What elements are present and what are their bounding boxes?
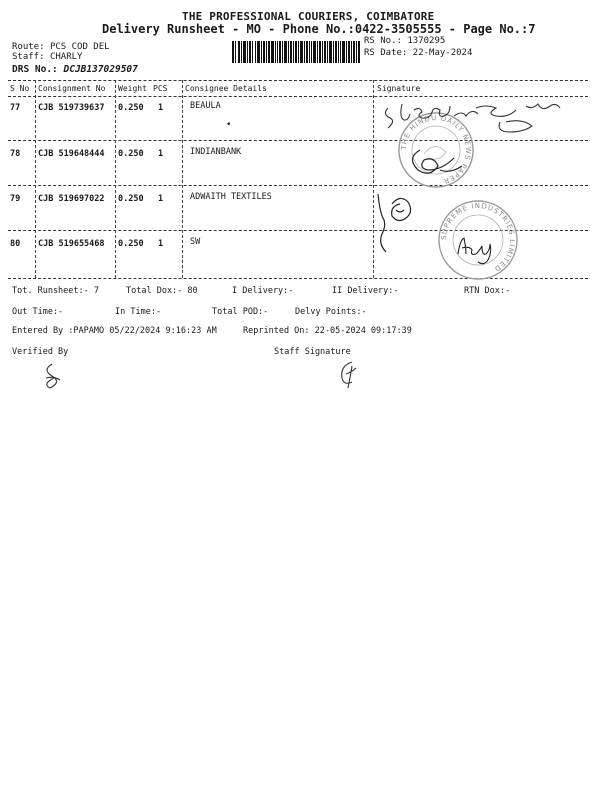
company-title: THE PROFESSIONAL COURIERS, COIMBATORE (182, 10, 435, 23)
barcode-image (232, 41, 360, 63)
table-top-rule (8, 80, 588, 81)
rtn-dox: RTN Dox:- (464, 286, 511, 296)
tot-runsheet: Tot. Runsheet:- 7 (12, 286, 99, 296)
row-consignment-no: CJB 519648444 (38, 149, 105, 159)
reprinted-on: Reprinted On: 22-05-2024 09:17:39 (243, 326, 412, 336)
signature-row-78 (396, 142, 476, 182)
rs-no-line (364, 36, 445, 46)
drs-label: DRS No.: (12, 64, 58, 75)
column-header-pcs: PCS (153, 84, 168, 93)
row-weight: 0.250 (118, 103, 144, 113)
row-sno: 77 (10, 103, 21, 113)
in-time: In Time:- (115, 307, 162, 317)
route-label: Route: (12, 42, 45, 52)
row-consignee: BEAULA (190, 101, 221, 111)
rs-date-value: 22-May-2024 (412, 48, 473, 58)
column-header-consignee: Consignee Details (185, 84, 267, 93)
row-sno: 79 (10, 194, 21, 204)
rs-date-line (364, 48, 472, 58)
entered-by: Entered By :PAPAMO 05/22/2024 9:16:23 AM (12, 326, 217, 336)
ii-delivery: II Delivery:- (332, 286, 399, 296)
row-consignment-no: CJB 519655468 (38, 239, 105, 249)
row-pcs: 1 (158, 103, 164, 113)
row-pcs: 1 (158, 239, 164, 249)
out-time: Out Time:- (12, 307, 64, 317)
verifier-signature (38, 360, 68, 392)
runsheet-subtitle: Delivery Runsheet - MO - Phone No.:0422-3505555 - Page No.:7 (102, 22, 536, 36)
column-divider (35, 80, 36, 278)
rs-date-label: RS Date: (364, 48, 408, 58)
column-header-weight: Weight (118, 84, 147, 93)
staff-label: Staff: (12, 52, 45, 62)
row-pcs: 1 (158, 194, 164, 204)
ink-dot-mark: • (226, 120, 232, 130)
i-delivery: I Delivery:- (232, 286, 294, 296)
column-header-signature: Signature (377, 84, 421, 93)
total-pod: Total POD:- (212, 307, 269, 317)
row-consignee: INDIANBANK (190, 147, 242, 157)
delvy-points: Delvy Points:- (295, 307, 367, 317)
route-line (12, 42, 110, 52)
row-pcs: 1 (158, 149, 164, 159)
staff-signature-label: Staff Signature (274, 347, 351, 357)
svg-text:THE HINDU DAILY NEWS PAPER: THE HINDU DAILY NEWS PAPER (399, 113, 473, 186)
route-value: PCS COD DEL (49, 42, 110, 52)
verified-by-label: Verified By (12, 347, 69, 357)
row-divider (8, 140, 588, 141)
signature-row-77 (380, 96, 580, 136)
staff-value: CHARLY (49, 52, 83, 62)
signature-row-80 (452, 234, 502, 264)
staff-line (12, 52, 82, 62)
row-sno: 80 (10, 239, 21, 249)
row-sno: 78 (10, 149, 21, 159)
column-header-sno: S No (10, 84, 30, 93)
row-consignee: SW (190, 237, 201, 247)
row-weight: 0.250 (118, 194, 144, 204)
column-divider (182, 80, 183, 278)
row-weight: 0.250 (118, 149, 144, 159)
drs-value: DCJB137029507 (63, 64, 138, 75)
row-consignment-no: CJB 519697022 (38, 194, 105, 204)
total-dox: Total Dox:- 80 (126, 286, 198, 296)
row-consignee: ADWAITH TEXTILES (190, 192, 272, 202)
svg-text:SUPREME INDUSTRIES LIMITED: SUPREME INDUSTRIES LIMITED (439, 201, 517, 274)
row-weight: 0.250 (118, 239, 144, 249)
column-header-consignment: Consignment No (38, 84, 106, 93)
rs-no-label: RS No.: (364, 36, 402, 46)
column-divider (115, 80, 116, 278)
rs-no-value: 1370295 (407, 36, 446, 46)
signature-row-79 (372, 186, 432, 260)
staff-signature (334, 356, 364, 390)
row-consignment-no: CJB 519739637 (38, 103, 105, 113)
drs-line (12, 64, 138, 75)
row-divider (8, 185, 588, 186)
